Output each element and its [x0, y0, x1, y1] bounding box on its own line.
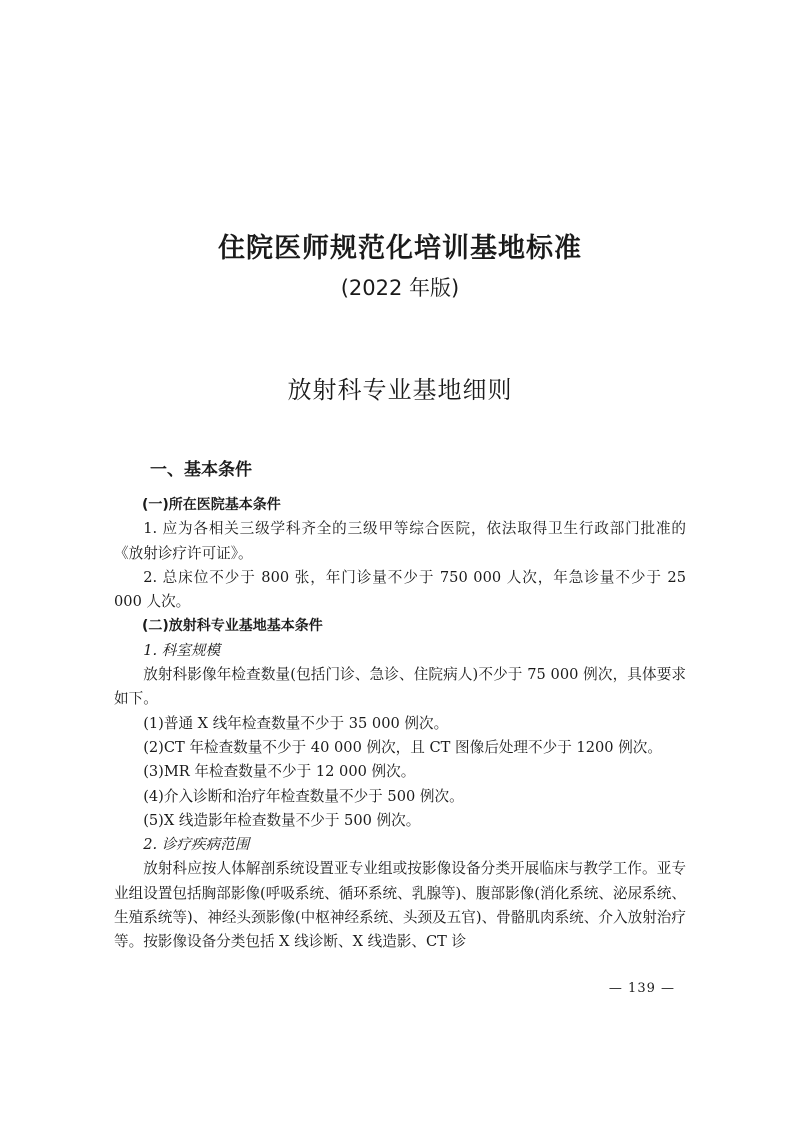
paragraph: 放射科影像年检查数量(包括门诊、急诊、住院病人)不少于 75 000 例次，具体要求如下。: [114, 666, 686, 708]
body-text: [114, 493, 686, 955]
document-edition: (2022 年版): [340, 276, 460, 300]
section-heading: 一、基本条件: [150, 460, 252, 480]
subsection-heading: (一)所在医院基本条件: [142, 497, 281, 513]
item-heading: 2. 诊疗疾病范围: [143, 836, 250, 854]
paragraph: 2. 总床位不少于 800 张，年门诊量不少于 750 000 人次，年急诊量不少于 25 000 人次。: [114, 568, 686, 611]
list-item: (1)普通 X 线年检查数量不少于 35 000 例次。: [143, 714, 449, 732]
list-item: (2)CT 年检查数量不少于 40 000 例次，且 CT 图像后处理不少于 1200 例次。: [143, 738, 662, 756]
list-item: (4)介入诊断和治疗年检查数量不少于 500 例次。: [143, 787, 464, 805]
page-number: — 139 —: [608, 981, 675, 996]
paragraph: 1. 应为各相关三级学科齐全的三级甲等综合医院，依法取得卫生行政部门批准的《放射诊疗许可证》。: [114, 520, 686, 562]
document-subtitle: 放射科专业基地细则: [287, 376, 513, 404]
subsection-heading: (二)放射科专业基地基本条件: [142, 618, 323, 635]
document-title: 住院医师规范化培训基地标准: [218, 233, 582, 264]
list-item: (5)X 线造影年检查数量不少于 500 例次。: [143, 811, 421, 829]
item-heading: 1. 科室规模: [143, 641, 221, 659]
list-item: (3)MR 年检查数量不少于 12 000 例次。: [143, 763, 416, 781]
paragraph: 放射科应按人体解剖系统设置亚专业组或按影像设备分类开展临床与教学工作。亚专业组设置包括胸部影像(呼吸系统、循环系统、乳腺等)、腹部影像(消化系统、泌尿系统、生殖系统等)、神经头颈影像(中枢神经系统、头颈及五官)、骨骼肌肉系统、介入放射治疗等。按影像设备分类包括 X 线诊断、X 线造影、CT 诊: [114, 860, 686, 951]
